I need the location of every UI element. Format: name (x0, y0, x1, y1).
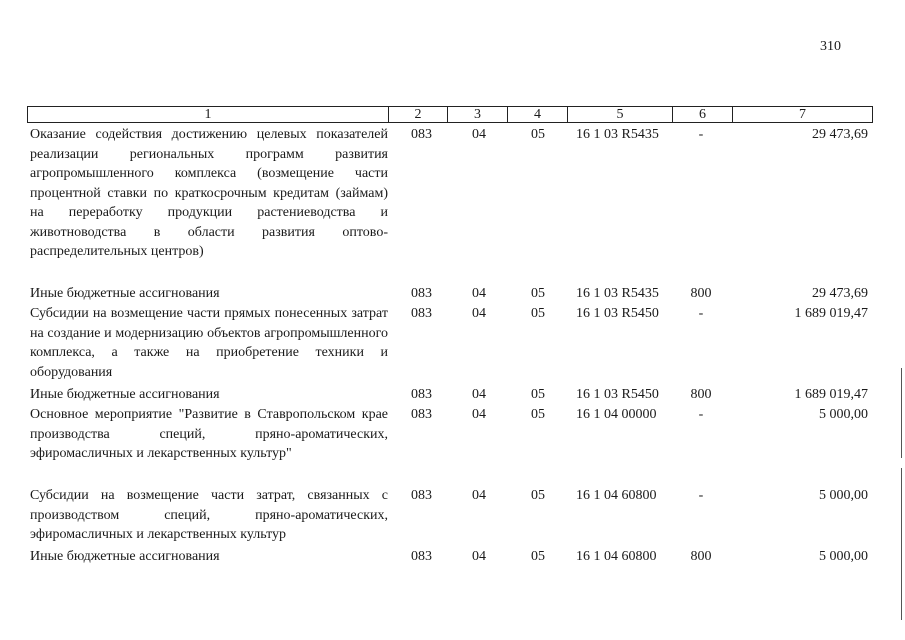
row-pr: 05 (531, 387, 545, 402)
row-rz: 04 (472, 549, 486, 564)
row-sum: 5 000,00 (819, 488, 868, 503)
row-sum: 29 473,69 (812, 286, 868, 301)
header-col-6: 6 (672, 107, 732, 122)
row-name: Иные бюджетные ассигнования (30, 286, 220, 301)
row-csr: 16 1 03 R5450 (576, 306, 659, 321)
row-pr: 05 (531, 407, 545, 422)
header-col-4: 4 (507, 107, 567, 122)
row-sum: 29 473,69 (812, 127, 868, 142)
row-sum: 1 689 019,47 (794, 306, 868, 321)
row-sum: 5 000,00 (819, 549, 868, 564)
scan-edge-line (901, 468, 902, 620)
row-pr: 05 (531, 286, 545, 301)
header-col-2: 2 (388, 107, 447, 122)
row-pr: 05 (531, 127, 545, 142)
row-vr: - (698, 407, 704, 422)
row-grbs: 083 (411, 306, 432, 321)
row-csr: 16 1 04 00000 (576, 407, 657, 422)
header-col-5: 5 (567, 107, 672, 122)
row-name: Иные бюджетные ассигнования (30, 549, 220, 564)
row-grbs: 083 (411, 286, 432, 301)
row-grbs: 083 (411, 549, 432, 564)
row-pr: 05 (531, 549, 545, 564)
row-pr: 05 (531, 306, 545, 321)
row-grbs: 083 (411, 387, 432, 402)
row-name: Основное мероприятие "Развитие в Ставропольском крае производства специй, пряно-ароматических, эфиромасличных и лекарственных культур" (30, 407, 388, 461)
row-rz: 04 (472, 306, 486, 321)
row-vr: 800 (690, 286, 712, 301)
scan-edge-line (901, 368, 902, 458)
row-grbs: 083 (411, 488, 432, 503)
row-csr: 16 1 04 60800 (576, 549, 657, 564)
header-col-3: 3 (447, 107, 507, 122)
row-vr: - (698, 488, 704, 503)
row-csr: 16 1 03 R5435 (576, 127, 659, 142)
header-col-7: 7 (732, 107, 872, 122)
row-sum: 5 000,00 (819, 407, 868, 422)
row-grbs: 083 (411, 127, 432, 142)
row-name: Субсидии на возмещение части затрат, связанных с производством специй, пряно-ароматических, эфиромасличных и лекарственных культур (30, 488, 388, 542)
row-vr: - (698, 306, 704, 321)
row-csr: 16 1 04 60800 (576, 488, 657, 503)
row-sum: 1 689 019,47 (794, 387, 868, 402)
row-vr: 800 (690, 387, 712, 402)
table-header (27, 106, 873, 123)
row-rz: 04 (472, 407, 486, 422)
row-pr: 05 (531, 488, 545, 503)
row-csr: 16 1 03 R5450 (576, 387, 659, 402)
row-vr: 800 (690, 549, 712, 564)
row-rz: 04 (472, 387, 486, 402)
row-name: Оказание содействия достижению целевых показателей реализации региональных программ развития агропромышленного комплекса (возмещение части процентной ставки по краткосрочным кредитам (займам) на переработку продукции растениеводства и животноводства в области развития оптово-распределительных центров) (30, 127, 388, 259)
page-number: 310 (820, 39, 841, 54)
row-rz: 04 (472, 286, 486, 301)
row-name: Иные бюджетные ассигнования (30, 387, 220, 402)
row-rz: 04 (472, 127, 486, 142)
header-col-1: 1 (204, 107, 212, 122)
row-vr: - (698, 127, 704, 142)
row-rz: 04 (472, 488, 486, 503)
row-name: Субсидии на возмещение части прямых понесенных затрат на создание и модернизацию объектов агропромышленного комплекса, а также на приобретение техники и оборудования (30, 306, 388, 380)
row-csr: 16 1 03 R5435 (576, 286, 659, 301)
row-grbs: 083 (411, 407, 432, 422)
